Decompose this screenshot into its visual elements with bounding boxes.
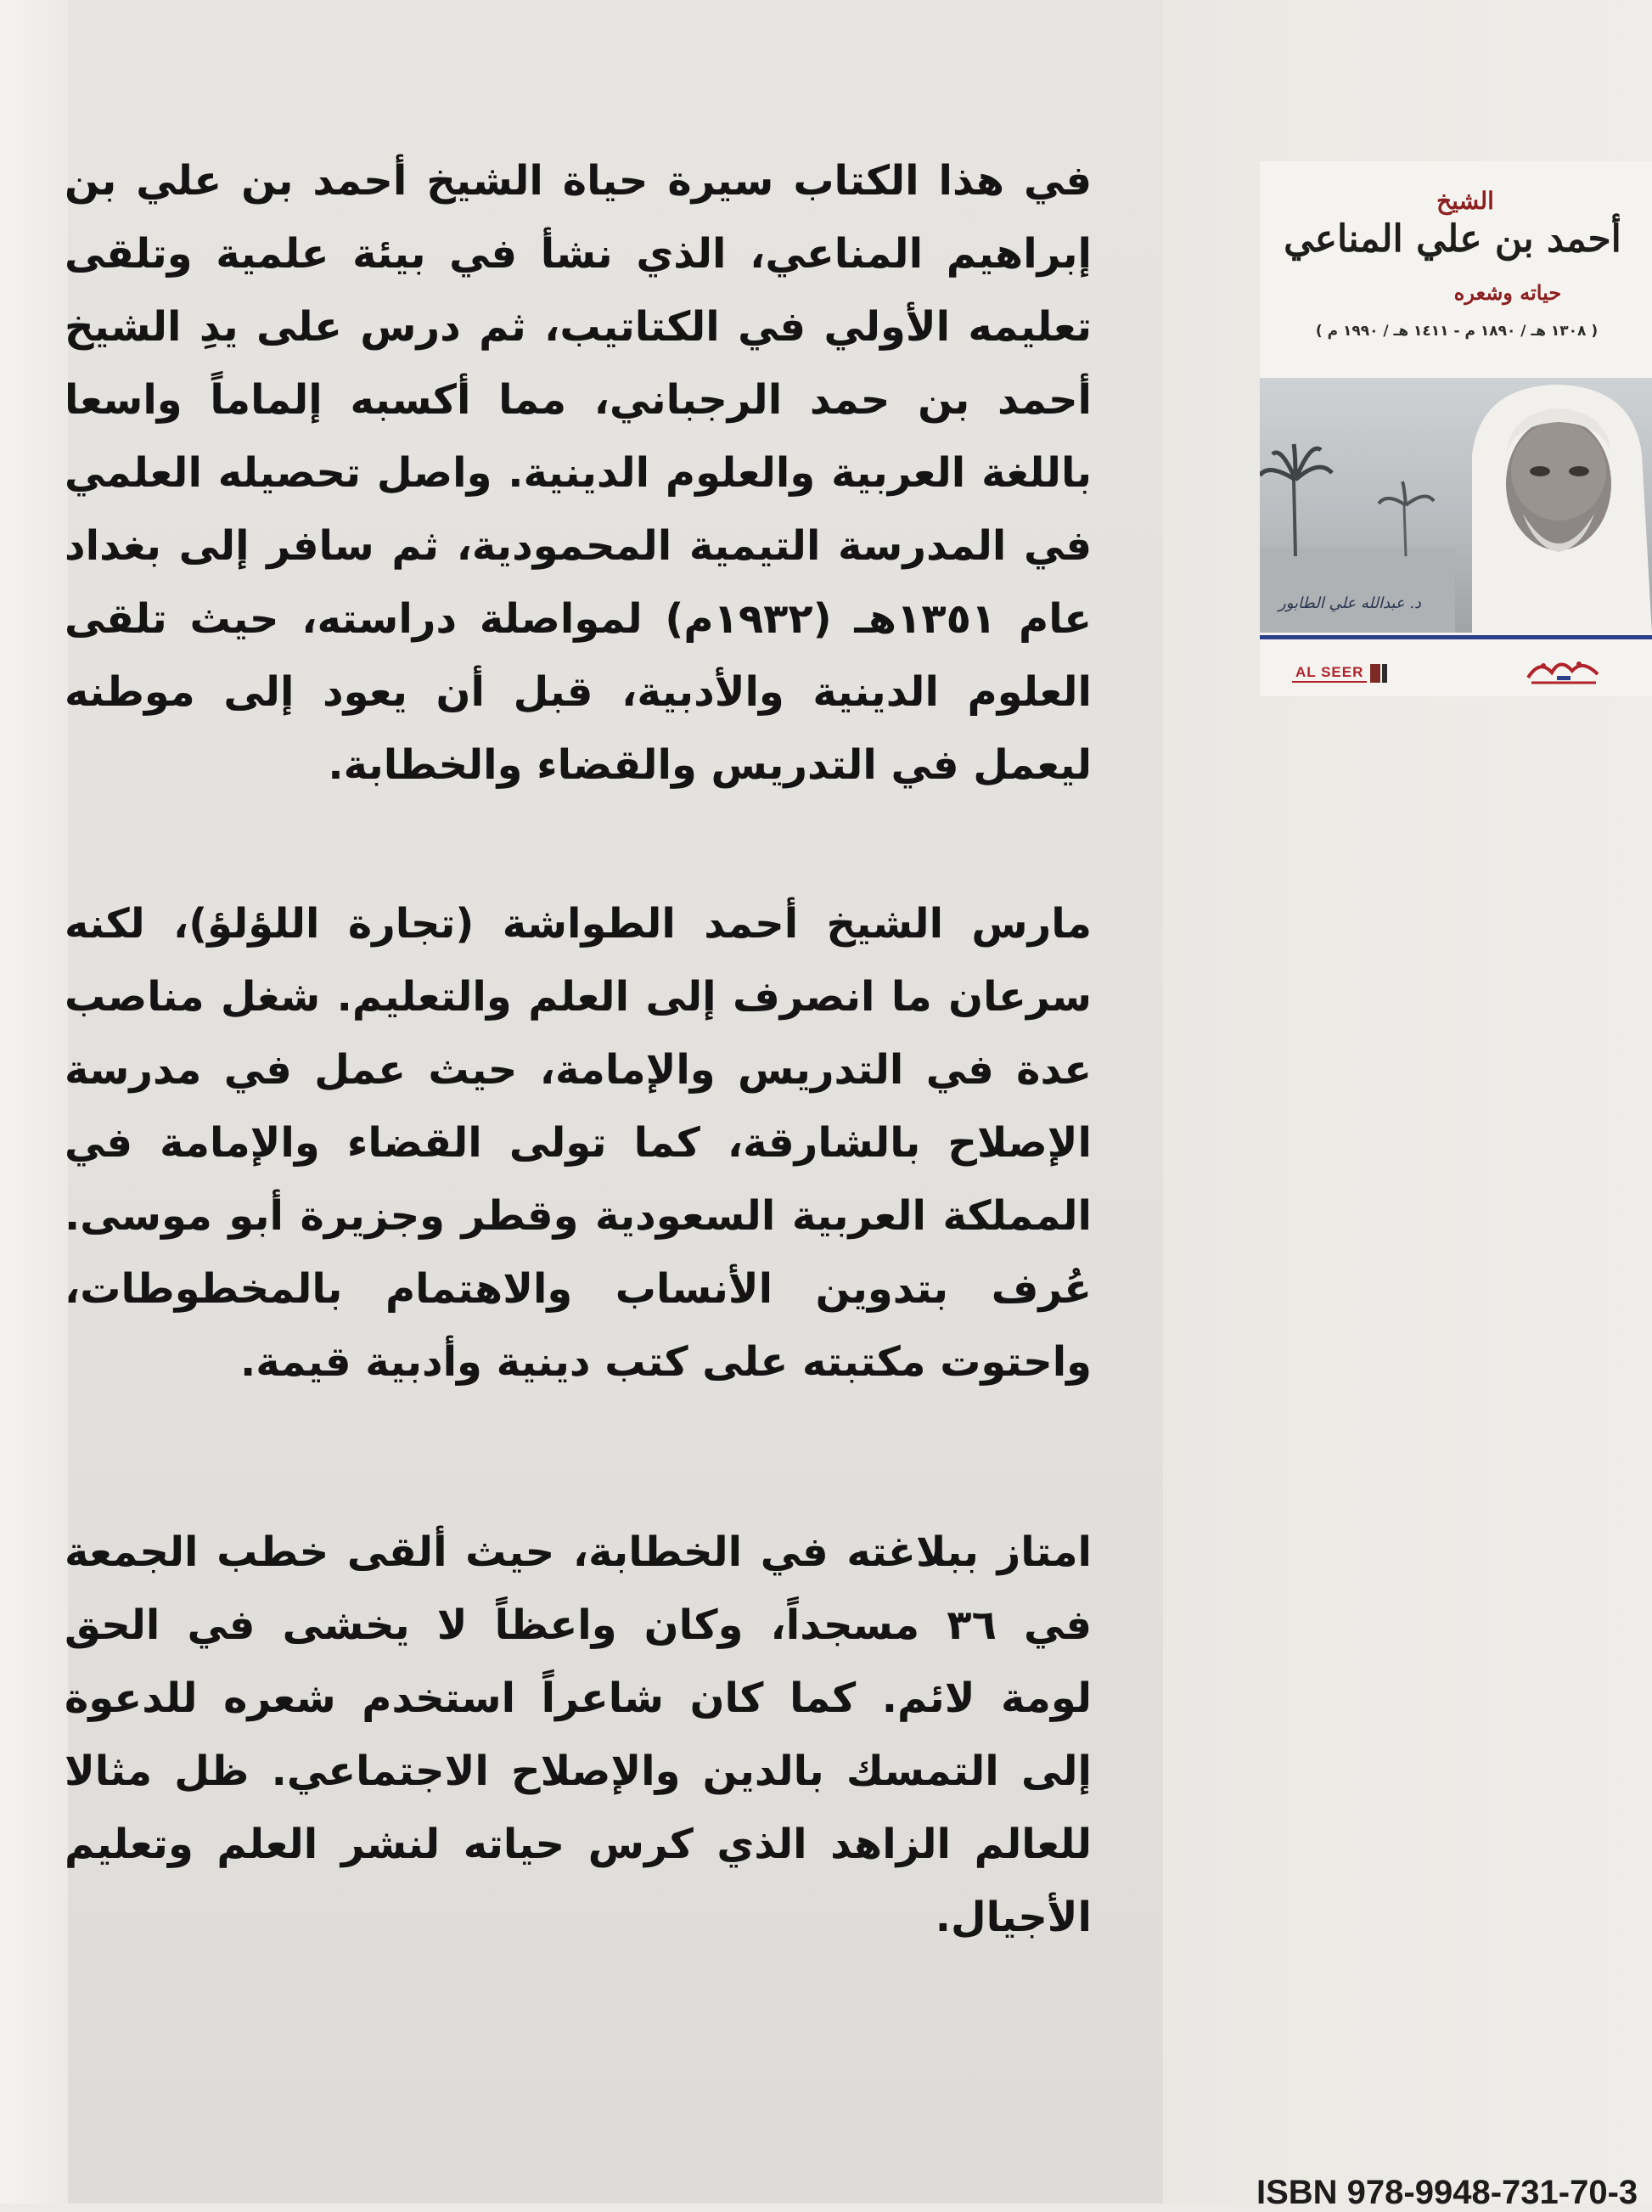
cover-subtitle: حياته وشعره (1453, 280, 1562, 305)
portrait-photo (1455, 378, 1652, 633)
cover-title: أحمد بن علي المناعي (1284, 217, 1621, 261)
paragraph-career: مارس الشيخ أحمد الطواشة (تجارة اللؤلؤ)، لكنه سرعان ما انصرف إلى العلم والتعليم. شغل مناصب عدة في التدريس والإمامة، حيث عمل في مدرسة الإصلاح بالشارقة، كما تولى القضاء والإمامة في المملكة العربية السعودية وقطر وجزيرة أبو موسى. عُرف بتدوين الأنساب والاهتمام بالمخطوطات، واحتوت مكتبته على كتب دينية وأدبية قيمة. (65, 900, 1092, 1386)
publisher-seal-icon (1523, 654, 1604, 688)
publisher-logo-text: AL SEER (1292, 664, 1367, 683)
publisher-logo-mark-dark (1382, 664, 1387, 683)
publisher-logo-mark (1370, 664, 1380, 683)
isbn-text: ISBN 978-9948-731-70-3 (1256, 2174, 1638, 2211)
cover-title-small: الشيخ (1436, 187, 1494, 215)
left-page-edge (0, 0, 68, 2204)
paragraph-biography-intro: في هذا الكتاب سيرة حياة الشيخ أحمد بن علي بن إبراهيم المناعي، الذي نشأ في بيئة علمية وتلقى تعليمه الأولي في الكتاتيب، ثم درس على يدِ الشيخ أحمد بن حمد الرجباني، مما أكسبه إلماماً واسعا باللغة العربية والعلوم الدينية. واصل تحصيله العلمي في المدرسة التيمية المحمودية، ثم سافر إلى بغداد عام ١٣٥١هـ (١٩٣٢م) لمواصلة دراسته، حيث تلقى العلوم الدينية والأدبية، قبل أن يعود إلى موطنه ليعمل في التدريس والقضاء والخطابة. (65, 157, 1092, 789)
cover-divider-line (1260, 635, 1652, 639)
cover-dates: ( ١٣٠٨ هـ / ١٨٩٠ م - ١٤١١ هـ / ١٩٩٠ م ) (1315, 323, 1599, 340)
publisher-logo (1292, 662, 1387, 684)
paragraph-oratory: امتاز ببلاغته في الخطابة، حيث ألقى خطب الجمعة في ٣٦ مسجداً، وكان واعظاً لا يخشى في الحق لومة لائم. كما كان شاعراً استخدم شعره للدعوة إلى التمسك بالدين والإصلاح الاجتماعي. ظل مثالا للعالم الزاهد الذي كرس حياته لنشر العلم وتعليم الأجيال. (65, 1528, 1092, 1941)
cover-author: د. عبدالله علي الطابور (1278, 594, 1422, 612)
book-cover-thumbnail (1260, 161, 1652, 696)
